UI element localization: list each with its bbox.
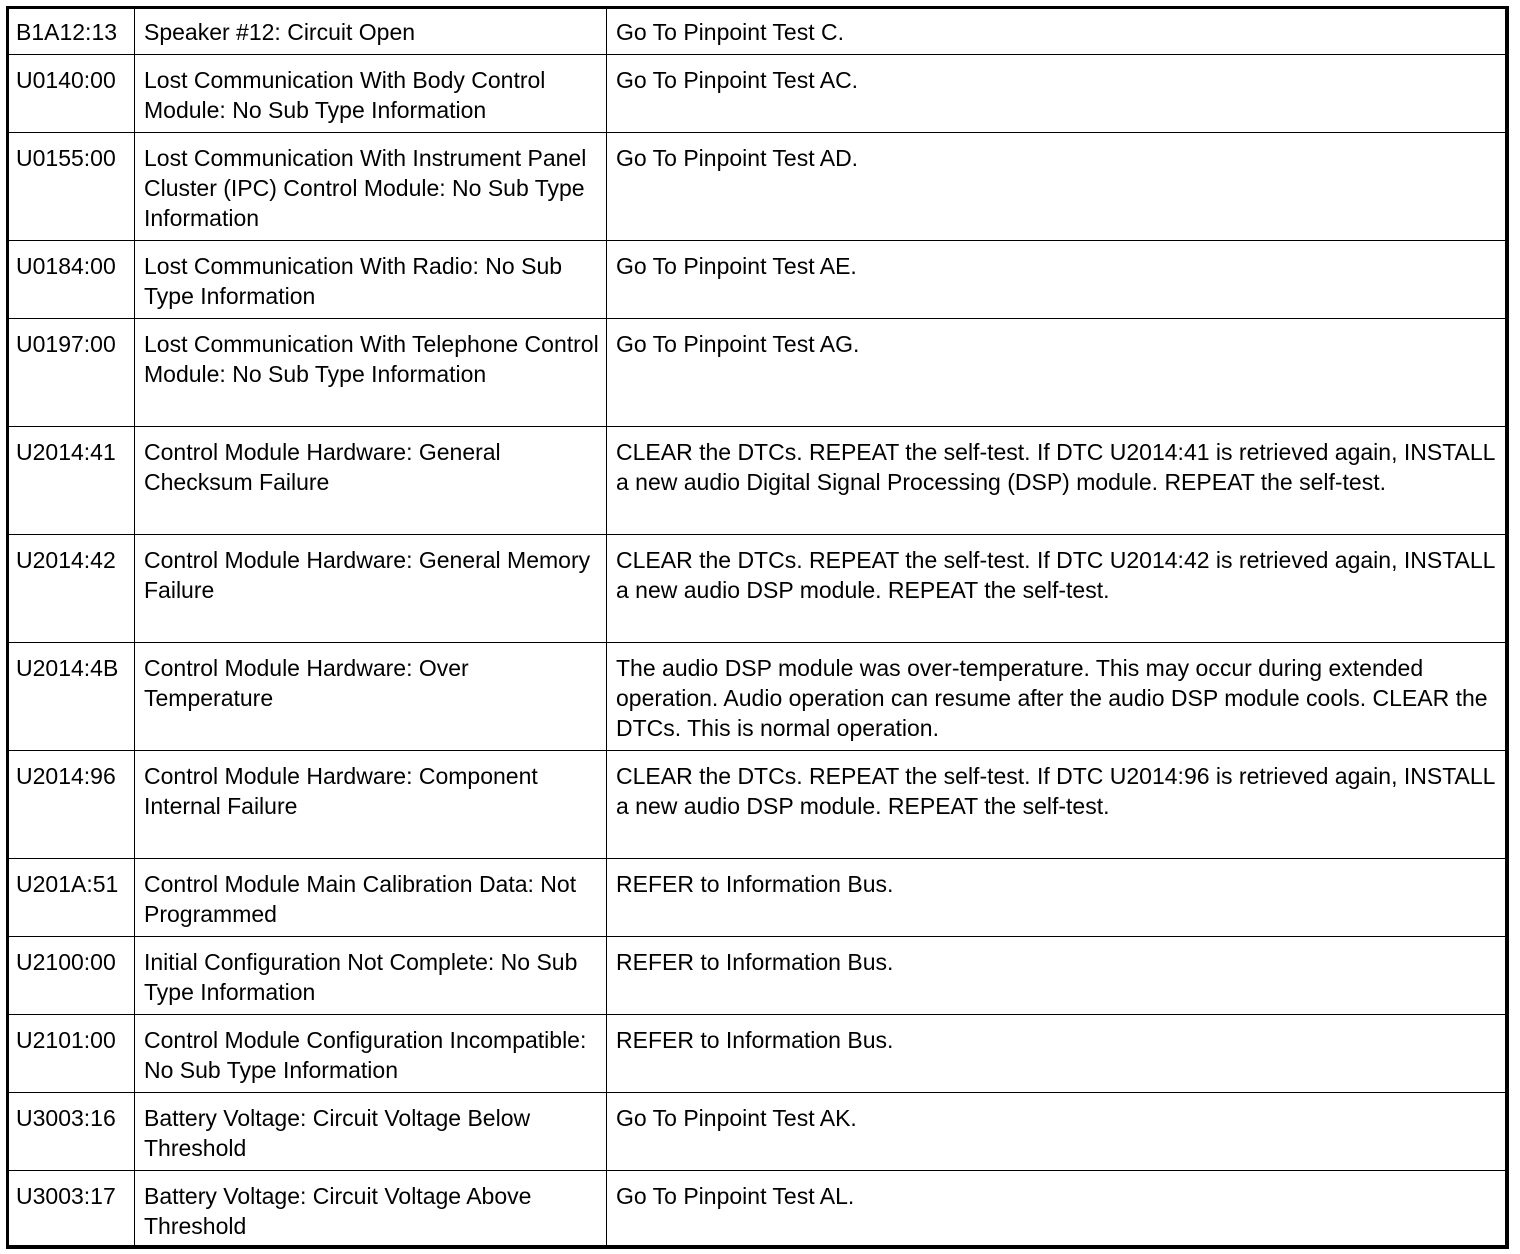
- dtc-action: CLEAR the DTCs. REPEAT the self-test. If DTC U2014:41 is retrieved again, INSTALL a new audio Digital Signal Processing (DSP) module. REPEAT the self-test.: [607, 427, 1509, 535]
- dtc-description: Lost Communication With Body Control Module: No Sub Type Information: [135, 55, 607, 133]
- dtc-code: U0184:00: [7, 241, 135, 319]
- dtc-description: Battery Voltage: Circuit Voltage Below Threshold: [135, 1093, 607, 1171]
- dtc-action: REFER to Information Bus.: [607, 859, 1509, 937]
- dtc-description: Lost Communication With Radio: No Sub Type Information: [135, 241, 607, 319]
- dtc-code: U0140:00: [7, 55, 135, 133]
- dtc-description: Control Module Main Calibration Data: Not Programmed: [135, 859, 607, 937]
- dtc-description: Initial Configuration Not Complete: No Sub Type Information: [135, 937, 607, 1015]
- dtc-code: U0155:00: [7, 133, 135, 241]
- dtc-code: U3003:17: [7, 1171, 135, 1249]
- dtc-description: Lost Communication With Instrument Panel Cluster (IPC) Control Module: No Sub Type Information: [135, 133, 607, 241]
- dtc-code: U2014:41: [7, 427, 135, 535]
- table-outer-border: [6, 6, 1508, 1248]
- dtc-action: Go To Pinpoint Test AG.: [607, 319, 1509, 427]
- dtc-description: Control Module Hardware: General Checksum Failure: [135, 427, 607, 535]
- dtc-code: U2100:00: [7, 937, 135, 1015]
- dtc-code: U201A:51: [7, 859, 135, 937]
- dtc-description: Speaker #12: Circuit Open: [135, 7, 607, 55]
- dtc-code: U0197:00: [7, 319, 135, 427]
- dtc-action: Go To Pinpoint Test AK.: [607, 1093, 1509, 1171]
- dtc-action: The audio DSP module was over-temperature. This may occur during extended operation. Audio operation can resume after the audio DSP module cools. CLEAR the DTCs. This is normal operation.: [607, 643, 1509, 751]
- dtc-description: Control Module Hardware: General Memory Failure: [135, 535, 607, 643]
- dtc-description: Battery Voltage: Circuit Voltage Above Threshold: [135, 1171, 607, 1249]
- dtc-code: U2014:4B: [7, 643, 135, 751]
- dtc-description: Lost Communication With Telephone Control Module: No Sub Type Information: [135, 319, 607, 427]
- dtc-action: CLEAR the DTCs. REPEAT the self-test. If DTC U2014:42 is retrieved again, INSTALL a new audio DSP module. REPEAT the self-test.: [607, 535, 1509, 643]
- dtc-code: B1A12:13: [7, 7, 135, 55]
- dtc-action: Go To Pinpoint Test AD.: [607, 133, 1509, 241]
- dtc-description: Control Module Hardware: Component Internal Failure: [135, 751, 607, 859]
- dtc-description: Control Module Hardware: Over Temperature: [135, 643, 607, 751]
- dtc-code: U2101:00: [7, 1015, 135, 1093]
- dtc-action: Go To Pinpoint Test AE.: [607, 241, 1509, 319]
- dtc-action: Go To Pinpoint Test C.: [607, 7, 1509, 55]
- dtc-action: CLEAR the DTCs. REPEAT the self-test. If DTC U2014:96 is retrieved again, INSTALL a new audio DSP module. REPEAT the self-test.: [607, 751, 1509, 859]
- dtc-code: U2014:42: [7, 535, 135, 643]
- dtc-action: Go To Pinpoint Test AC.: [607, 55, 1509, 133]
- dtc-action: REFER to Information Bus.: [607, 937, 1509, 1015]
- dtc-code: U3003:16: [7, 1093, 135, 1171]
- dtc-action: Go To Pinpoint Test AL.: [607, 1171, 1509, 1249]
- dtc-description: Control Module Configuration Incompatible: No Sub Type Information: [135, 1015, 607, 1093]
- dtc-code: U2014:96: [7, 751, 135, 859]
- dtc-action: REFER to Information Bus.: [607, 1015, 1509, 1093]
